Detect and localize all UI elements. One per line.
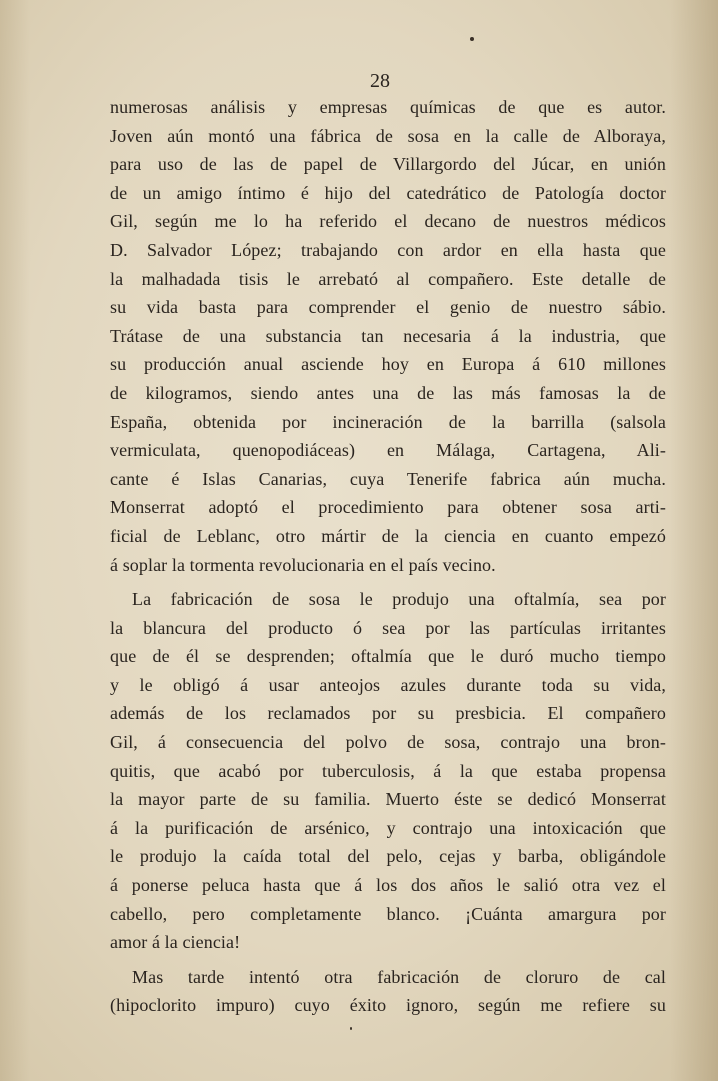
text-line: cante é Islas Canarias, cuya Tenerife fabrica aún mucha. bbox=[110, 468, 666, 489]
text-line: la mayor parte de su familia. Muerto éste se dedicó Monserrat bbox=[110, 789, 666, 810]
text-line: (hipoclorito impuro) cuyo éxito ignoro, según me refiere su bbox=[110, 995, 666, 1016]
paragraph-1 bbox=[110, 93, 666, 579]
text-line: Gil, á consecuencia del polvo de sosa, contrajo una bron- bbox=[110, 732, 666, 753]
text-line: además de los reclamados por su presbicia. El compañero bbox=[110, 703, 666, 724]
text-line: La fabricación de sosa le produjo una oftalmía, sea por bbox=[132, 589, 666, 610]
text-line: Gil, según me lo ha referido el decano de nuestros médicos bbox=[110, 211, 666, 232]
text-line: para uso de las de papel de Villargordo del Júcar, en unión bbox=[110, 154, 666, 175]
paragraph-2 bbox=[110, 585, 666, 957]
text-line: Joven aún montó una fábrica de sosa en la calle de Alboraya, bbox=[110, 125, 666, 146]
text-line: á la purificación de arsénico, y contrajo una intoxicación que bbox=[110, 817, 666, 838]
page-edge-shadow-left bbox=[0, 0, 30, 1081]
ink-speck bbox=[470, 37, 474, 41]
text-line: la blancura del producto ó sea por las partículas irritantes bbox=[110, 617, 666, 638]
text-line: D. Salvador López; trabajando con ardor en ella hasta que bbox=[110, 239, 666, 260]
text-line: á soplar la tormenta revolucionaria en el país vecino. bbox=[110, 554, 496, 575]
text-line: Monserrat adoptó el procedimiento para obtener sosa arti- bbox=[110, 497, 666, 518]
paragraph-3 bbox=[110, 963, 666, 1020]
text-line: que de él se desprenden; oftalmía que le duró mucho tiempo bbox=[110, 646, 666, 667]
text-line: su vida basta para comprender el genio de nuestro sábio. bbox=[110, 297, 666, 318]
body-text bbox=[110, 93, 666, 1020]
text-line: quitis, que acabó por tuberculosis, á la que estaba propensa bbox=[110, 760, 666, 781]
text-line: numerosas análisis y empresas químicas de que es autor. bbox=[110, 97, 666, 117]
page-number: 28 bbox=[370, 70, 390, 92]
text-line: España, obtenida por incineración de la barrilla (salsola bbox=[110, 411, 666, 432]
text-line: Mas tarde intentó otra fabricación de cloruro de cal bbox=[132, 966, 666, 987]
text-line: su producción anual asciende hoy en Europa á 610 millones bbox=[110, 354, 666, 375]
ink-speck bbox=[350, 1027, 352, 1030]
text-line: á ponerse peluca hasta que á los dos años le salió otra vez el bbox=[110, 875, 666, 896]
text-line: le produjo la caída total del pelo, cejas y barba, obligándole bbox=[110, 846, 666, 867]
text-line: vermiculata, quenopodiáceas) en Málaga, Cartagena, Ali- bbox=[110, 440, 666, 461]
text-line: de kilogramos, siendo antes una de las más famosas la de bbox=[110, 382, 666, 403]
page-edge-shadow-right bbox=[670, 0, 718, 1081]
text-line: la malhadada tisis le arrebató al compañero. Este detalle de bbox=[110, 268, 666, 289]
text-line: Trátase de una substancia tan necesaria á la industria, que bbox=[110, 325, 666, 346]
text-line: y le obligó á usar anteojos azules durante toda su vida, bbox=[110, 674, 666, 695]
text-line: ficial de Leblanc, otro mártir de la ciencia en cuanto empezó bbox=[110, 525, 666, 546]
text-line: amor á la ciencia! bbox=[110, 932, 241, 953]
text-line: de un amigo íntimo é hijo del catedrático de Patología doctor bbox=[110, 182, 666, 203]
text-line: cabello, pero completamente blanco. ¡Cuánta amargura por bbox=[110, 903, 666, 924]
